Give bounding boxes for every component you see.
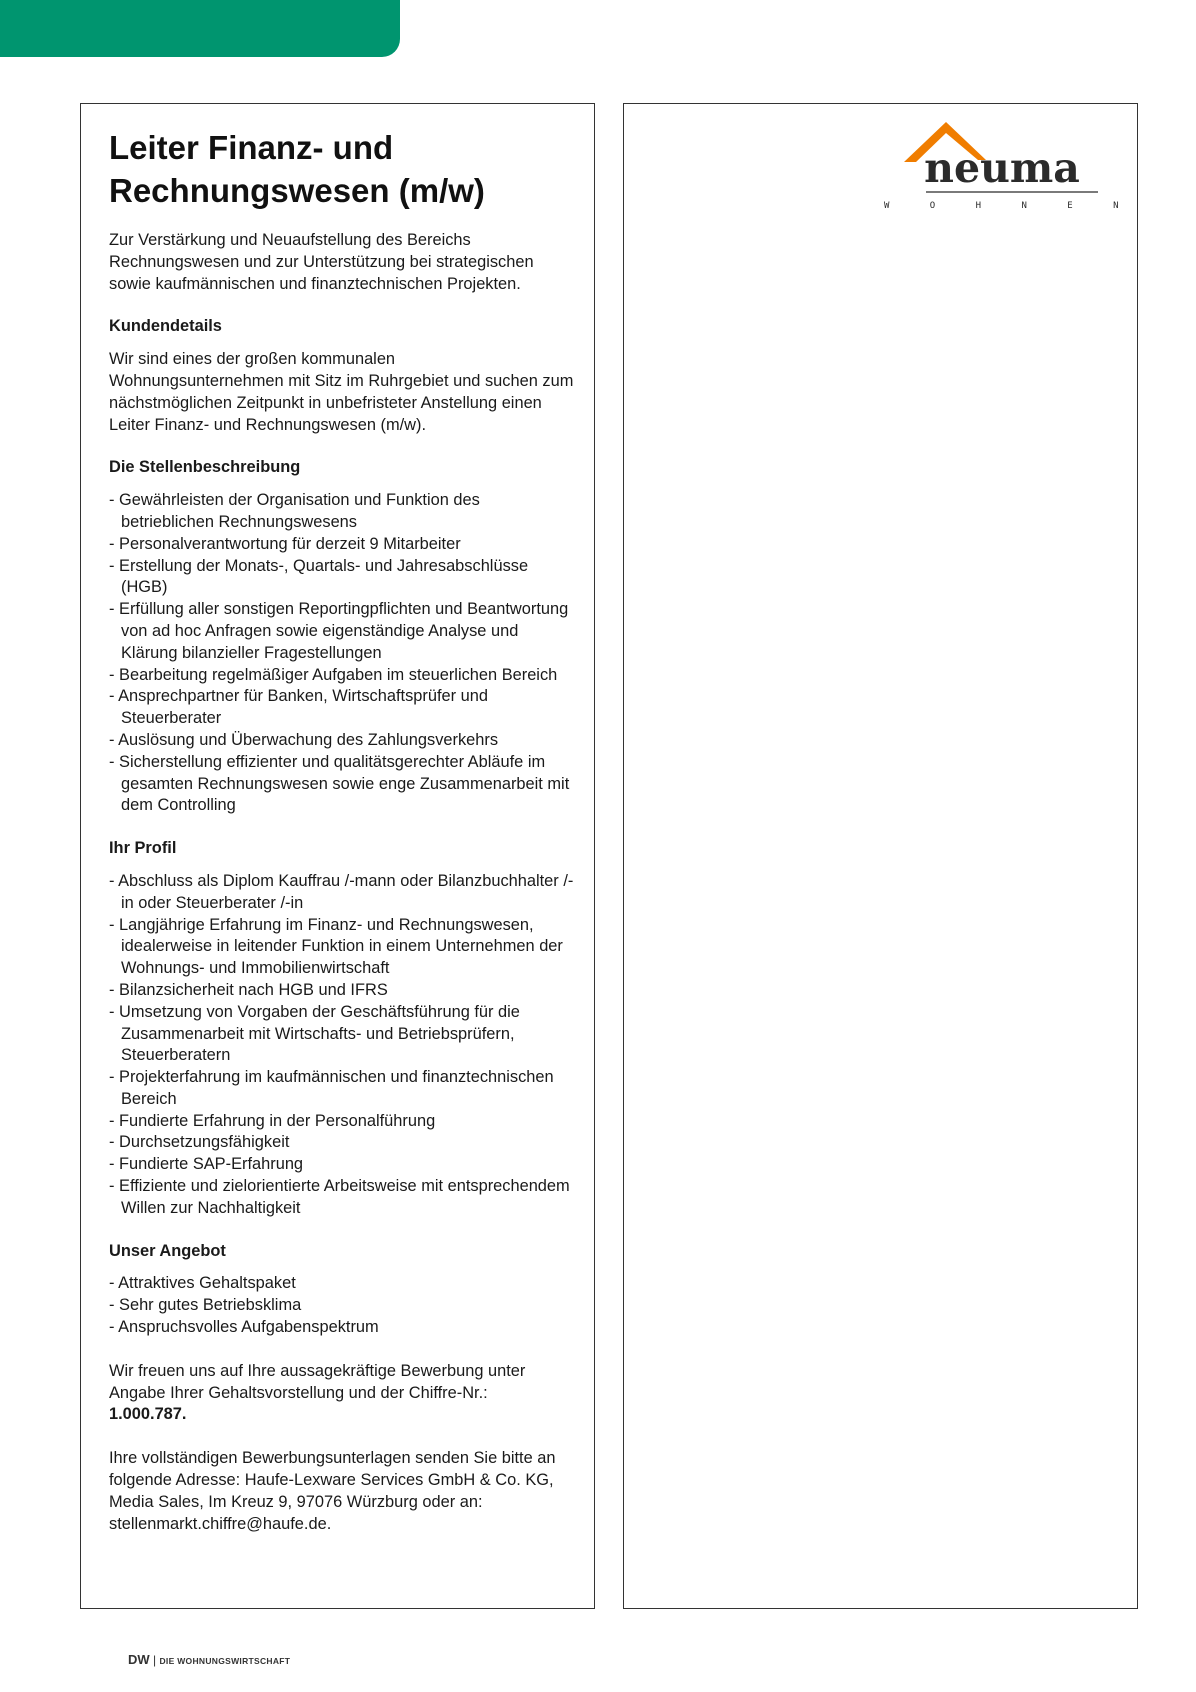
list-item: - Sehr gutes Betriebsklima <box>109 1295 574 1317</box>
neuma-logo <box>883 122 1137 214</box>
list-item: - Fundierte Erfahrung in der Personalführung <box>109 1111 574 1133</box>
profile-list <box>109 871 574 1220</box>
list-item: - Bilanzsicherheit nach HGB und IFRS <box>109 980 574 1002</box>
offer-list <box>109 1273 574 1338</box>
list-item: - Ansprechpartner für Banken, Wirtschaftsprüfer und Steuerberater <box>109 686 574 730</box>
logo-panel <box>623 103 1138 1609</box>
list-item: - Durchsetzungsfähigkeit <box>109 1132 574 1154</box>
application-sentence: Wir freuen uns auf Ihre aussagekräftige Bewerbung unter Angabe Ihrer Gehaltsvorstellung und der Chiffre-Nr.: <box>109 1361 526 1402</box>
intro-text: Zur Verstärkung und Neuaufstellung des Bereichs Rechnungswesen und zur Unterstützung bei strategischen sowie kaufmännischen und finanztechnischen Projekten. <box>109 231 534 293</box>
address-text: Ihre vollständigen Bewerbungsunterlagen senden Sie bitte an folgende Adresse: Haufe-Lexware Services GmbH & Co. KG, Media Sales, Im Kreuz 9, 97076 Würzburg oder an: stellenmarkt.chiffre@haufe.de. <box>109 1449 556 1533</box>
customer-text: Wir sind eines der großen kommunalen Wohnungsunternehmen mit Sitz im Ruhrgebiet und suchen zum nächstmöglichen Zeitpunkt in unbefristeter Anstellung einen Leiter Finanz- und Rechnungswesen (m/w). <box>109 350 574 434</box>
header-accent-tab <box>0 0 400 57</box>
list-item: - Personalverantwortung für derzeit 9 Mitarbeiter <box>109 534 574 556</box>
footer-brand: DW <box>128 1652 150 1667</box>
job-ad-content <box>109 126 574 1535</box>
job-title-line-1: Leiter Finanz- und <box>109 129 394 166</box>
profile-heading: Ihr Profil <box>109 839 177 858</box>
logo-wordmark: neuma <box>924 144 1080 192</box>
list-item: - Attraktives Gehaltspaket <box>109 1273 574 1295</box>
list-item: - Erstellung der Monats-, Quartals- und Jahresabschlüsse (HGB) <box>109 556 574 600</box>
chiffre-number: 1.000.787. <box>109 1405 187 1424</box>
footer-publication: DIE WOHNUNGSWIRTSCHAFT <box>159 1656 291 1666</box>
list-item: - Gewährleisten der Organisation und Funktion des betrieblichen Rechnungswesens <box>109 490 574 534</box>
job-title <box>109 126 574 212</box>
list-item: - Fundierte SAP-Erfahrung <box>109 1154 574 1176</box>
list-item: - Auslösung und Überwachung des Zahlungsverkehrs <box>109 730 574 752</box>
customer-heading: Kundendetails <box>109 317 222 336</box>
job-title-line-2: Rechnungswesen (m/w) <box>109 172 485 209</box>
job-ad-panel <box>80 103 595 1609</box>
list-item: - Abschluss als Diplom Kauffrau /-mann oder Bilanzbuchhalter /-in oder Steuerberater /-in <box>109 871 574 915</box>
application-text <box>109 1361 574 1426</box>
list-item: - Langjährige Erfahrung im Finanz- und Rechnungswesen, idealerweise in leitender Funktion in einem Unternehmen der Wohnungs- und Immobilienwirtschaft <box>109 915 574 980</box>
list-item: - Sicherstellung effizienter und qualitätsgerechter Abläufe im gesamten Rechnungswesen sowie enge Zusammenarbeit mit dem Controlling <box>109 752 574 817</box>
list-item: - Erfüllung aller sonstigen Reportingpflichten und Beantwortung von ad hoc Anfragen sowie eigenständige Analyse und Klärung bilanzieller Fragestellungen <box>109 599 574 664</box>
footer-divider: | <box>153 1653 157 1667</box>
list-item: - Umsetzung von Vorgaben der Geschäftsführung für die Zusammenarbeit mit Wirtschafts- und Betriebsprüfern, Steuerberatern <box>109 1002 574 1067</box>
offer-heading: Unser Angebot <box>109 1241 226 1260</box>
job-description-heading: Die Stellenbeschreibung <box>109 458 301 477</box>
page-footer <box>128 1652 290 1667</box>
list-item: - Bearbeitung regelmäßiger Aufgaben im steuerlichen Bereich <box>109 665 574 687</box>
list-item: - Anspruchsvolles Aufgabenspektrum <box>109 1317 574 1339</box>
logo-tagline: W O H N E N <box>883 201 1137 211</box>
job-description-list <box>109 490 574 817</box>
list-item: - Effiziente und zielorientierte Arbeitsweise mit entsprechendem Willen zur Nachhaltigkeit <box>109 1176 574 1220</box>
list-item: - Projekterfahrung im kaufmännischen und finanztechnischen Bereich <box>109 1067 574 1111</box>
